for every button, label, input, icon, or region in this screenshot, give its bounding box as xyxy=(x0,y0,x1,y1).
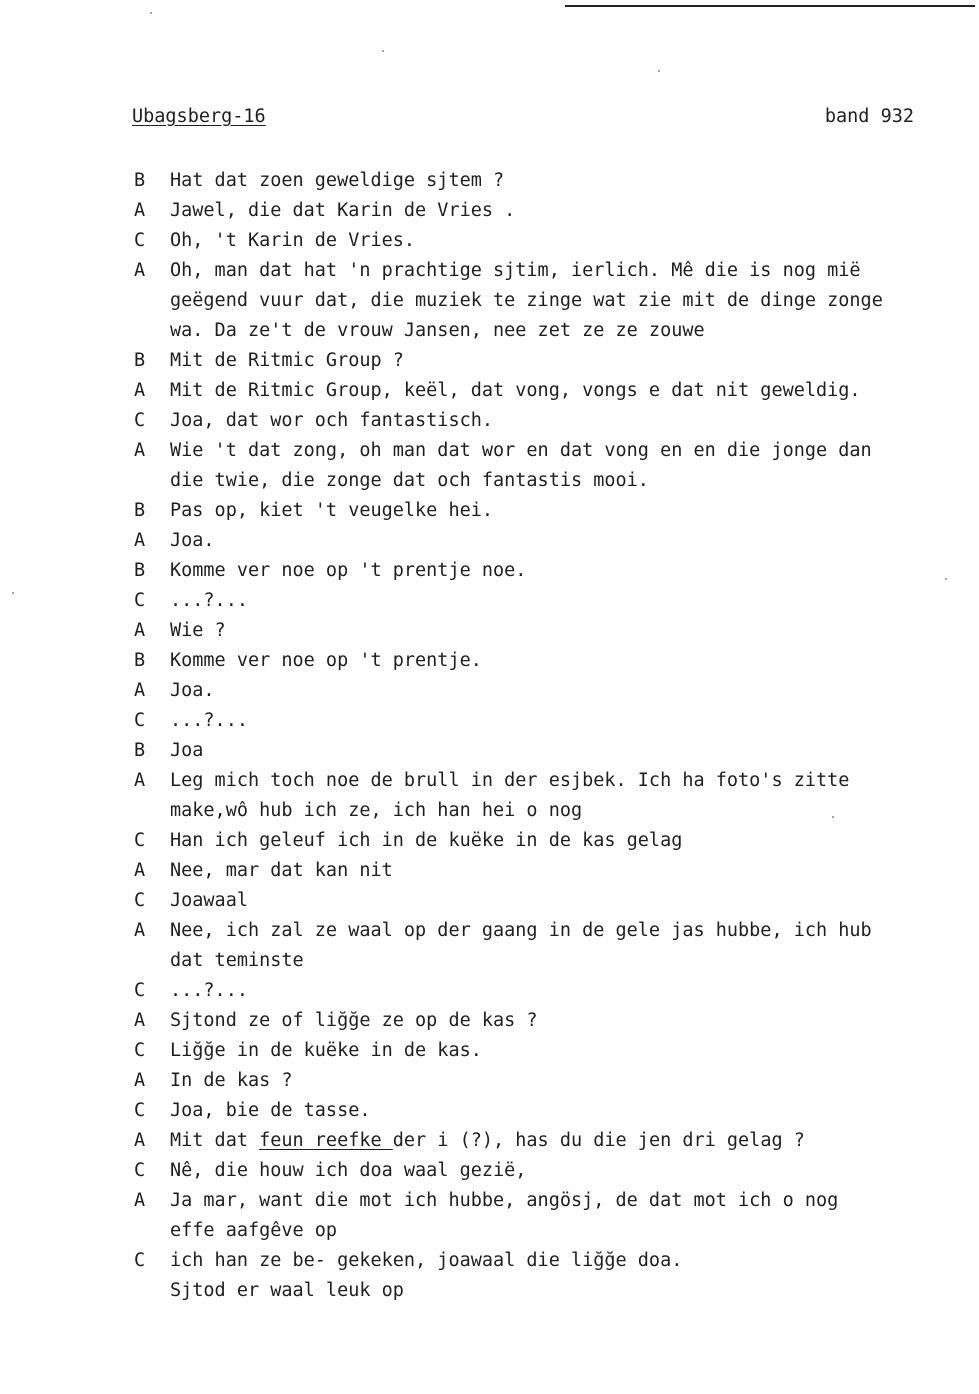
transcript-line xyxy=(134,256,974,286)
speaker-label: C xyxy=(134,980,146,1001)
band-number: band 932 xyxy=(824,106,914,127)
transcript-line xyxy=(134,826,974,856)
speaker-label: A xyxy=(134,770,146,791)
utterance-text: ich han ze be- gekeken, joawaal die liğğe doa. xyxy=(170,1250,683,1271)
utterance-text: Nee, ich zal ze waal op der gaang in de gele jas hubbe, ich hub xyxy=(170,920,872,941)
transcript-line xyxy=(134,1246,974,1276)
transcript-line xyxy=(134,286,974,316)
transcript-line xyxy=(134,166,974,196)
transcript-line xyxy=(134,196,974,226)
speaker-label: A xyxy=(134,440,146,461)
speaker-label: A xyxy=(134,680,146,701)
paper-speck xyxy=(150,12,152,14)
utterance-text: wa. Da ze't de vrouw Jansen, nee zet ze ze zouwe xyxy=(170,320,705,341)
paper-speck xyxy=(12,592,14,594)
speaker-label: B xyxy=(134,740,146,761)
transcript-line xyxy=(134,526,974,556)
utterance-text: Komme ver noe op 't prentje. xyxy=(170,650,482,671)
utterance-text: dat teminste xyxy=(170,950,304,971)
speaker-label: C xyxy=(134,1160,146,1181)
speaker-label: C xyxy=(134,890,146,911)
utterance-text: In de kas ? xyxy=(170,1070,293,1091)
utterance-text: Wie 't dat zong, oh man dat wor en dat vong en en die jonge dan xyxy=(170,440,872,461)
utterance-text: effe aafgêve op xyxy=(170,1220,338,1241)
transcript-line xyxy=(134,1066,974,1096)
transcript-line xyxy=(134,886,974,916)
speaker-label: C xyxy=(134,1250,146,1271)
transcript-line xyxy=(134,1156,974,1186)
utterance-text: Oh, man dat hat 'n prachtige sjtim, ierlich. Mê die is nog mië xyxy=(170,260,861,281)
speaker-label: C xyxy=(134,230,146,251)
transcript-line xyxy=(134,586,974,616)
transcript-line xyxy=(134,766,974,796)
transcript-body xyxy=(134,166,974,1306)
speaker-label: B xyxy=(134,170,146,191)
utterance-text: Joa, bie de tasse. xyxy=(170,1100,371,1121)
utterance-text: Joa. xyxy=(170,680,215,701)
transcript-line xyxy=(134,436,974,466)
speaker-label: C xyxy=(134,410,146,431)
page-header xyxy=(132,106,914,136)
utterance-text: Mit de Ritmic Group, keël, dat vong, vongs e dat nit geweldig. xyxy=(170,380,861,401)
utterance-text: make,wô hub ich ze, ich han hei o nog xyxy=(170,800,583,821)
transcript-line xyxy=(134,796,974,826)
speaker-label: B xyxy=(134,500,146,521)
transcript-line xyxy=(134,226,974,256)
utterance-text: Mit de Ritmic Group ? xyxy=(170,350,404,371)
transcript-line xyxy=(134,1186,974,1216)
transcript-line xyxy=(134,376,974,406)
speaker-label: C xyxy=(134,1100,146,1121)
utterance-text: geëgend vuur dat, die muziek te zinge wat zie mit de dinge zonge xyxy=(170,290,883,311)
transcript-line xyxy=(134,646,974,676)
utterance-text: Nee, mar dat kan nit xyxy=(170,860,393,881)
transcript-line xyxy=(134,1276,974,1306)
utterance-text: Liğğe in de kuëke in de kas. xyxy=(170,1040,482,1061)
speaker-label: A xyxy=(134,380,146,401)
speaker-label: A xyxy=(134,1190,146,1211)
transcript-line xyxy=(134,466,974,496)
utterance-text-end: der i (?), has du die jen dri gelag ? xyxy=(392,1130,805,1151)
transcript-line xyxy=(134,1216,974,1246)
utterance-text: Sjtond ze of liğğe ze op de kas ? xyxy=(170,1010,538,1031)
utterance-text: Joa. xyxy=(170,530,215,551)
utterance-text: ...?... xyxy=(170,710,248,731)
utterance-text: Komme ver noe op 't prentje noe. xyxy=(170,560,527,581)
speaker-label: A xyxy=(134,1070,146,1091)
speaker-label: A xyxy=(134,620,146,641)
utterance-text: Wie ? xyxy=(170,620,226,641)
speaker-label: A xyxy=(134,1010,146,1031)
transcript-line xyxy=(134,1126,974,1156)
speaker-label: A xyxy=(134,260,146,281)
speaker-label: C xyxy=(134,1040,146,1061)
speaker-label: A xyxy=(134,200,146,221)
transcript-title: Ubagsberg-16 xyxy=(132,106,266,127)
transcript-line xyxy=(134,556,974,586)
transcript-line xyxy=(134,1096,974,1126)
top-rule xyxy=(565,5,975,7)
utterance-text: Jawel, die dat Karin de Vries . xyxy=(170,200,516,221)
utterance-text: Pas op, kiet 't veugelke hei. xyxy=(170,500,494,521)
transcript-line xyxy=(134,946,974,976)
speaker-label: B xyxy=(134,350,146,371)
utterance-text: Nê, die houw ich doa waal gezië, xyxy=(170,1160,527,1181)
transcript-line xyxy=(134,346,974,376)
utterance-text: Joawaal xyxy=(170,890,248,911)
transcript-line xyxy=(134,496,974,526)
transcript-line xyxy=(134,736,974,766)
utterance-text: Oh, 't Karin de Vries. xyxy=(170,230,416,251)
utterance-text: Han ich geleuf ich in de kuëke in de kas gelag xyxy=(170,830,683,851)
transcript-line xyxy=(134,856,974,886)
speaker-label: A xyxy=(134,860,146,881)
speaker-label: C xyxy=(134,590,146,611)
speaker-label: B xyxy=(134,560,146,581)
speaker-label: C xyxy=(134,710,146,731)
transcript-line xyxy=(134,616,974,646)
paper-speck xyxy=(382,50,384,52)
speaker-label: A xyxy=(134,920,146,941)
transcript-line xyxy=(134,706,974,736)
utterance-text: ...?... xyxy=(170,590,248,611)
utterance-text xyxy=(170,1126,805,1156)
transcript-line xyxy=(134,406,974,436)
underlined-phrase: feun reefke xyxy=(259,1130,393,1151)
transcript-line xyxy=(134,1036,974,1066)
utterance-text: Leg mich toch noe de brull in der esjbek. Ich ha foto's zitte xyxy=(170,770,850,791)
transcript-line xyxy=(134,316,974,346)
utterance-text: Joa, dat wor och fantastisch. xyxy=(170,410,494,431)
speaker-label: A xyxy=(134,1130,146,1151)
speaker-label: B xyxy=(134,650,146,671)
utterance-text: Sjtod er waal leuk op xyxy=(170,1280,404,1301)
utterance-text: Joa xyxy=(170,740,204,761)
utterance-text: die twie, die zonge dat och fantastis mooi. xyxy=(170,470,649,491)
transcript-line xyxy=(134,1006,974,1036)
utterance-text: Hat dat zoen geweldige sjtem ? xyxy=(170,170,505,191)
transcript-line xyxy=(134,676,974,706)
speaker-label: A xyxy=(134,530,146,551)
utterance-text: Ja mar, want die mot ich hubbe, angösj, de dat mot ich o nog xyxy=(170,1190,839,1211)
speaker-label: C xyxy=(134,830,146,851)
utterance-text: ...?... xyxy=(170,980,248,1001)
utterance-text-start: Mit dat xyxy=(170,1130,260,1151)
transcript-line xyxy=(134,916,974,946)
transcript-line xyxy=(134,976,974,1006)
paper-speck xyxy=(658,70,660,72)
